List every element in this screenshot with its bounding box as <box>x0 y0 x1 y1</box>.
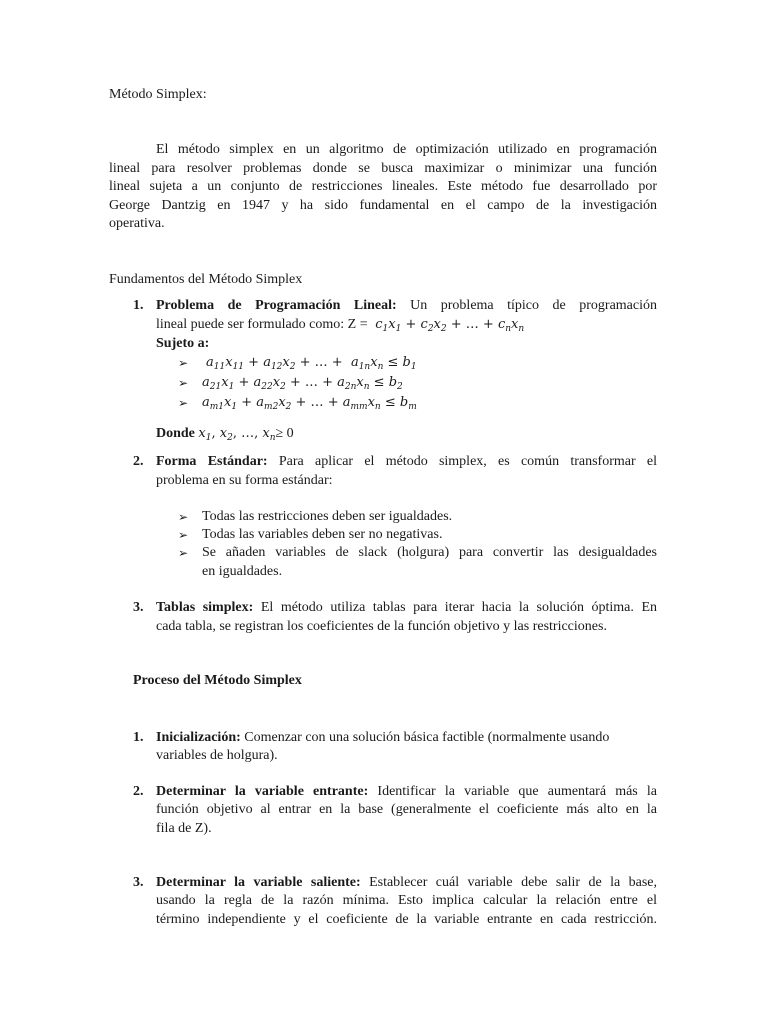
fundamentos-heading: Fundamentos del Método Simplex <box>109 272 303 287</box>
nonneg-tail: ≥ 0 <box>275 426 294 441</box>
intro-line: lineal sujeta a un conjunto de restricciones lineales. Este método fue desarrollado por <box>109 179 657 194</box>
proceso-item1-label: Inicialización: <box>156 730 241 745</box>
list-item-continuation: en igualdades. <box>202 564 283 579</box>
item3-label: Tablas simplex: <box>156 600 254 615</box>
intro-line: lineal para resolver problemas donde se busca maximizar o minimizar una función <box>109 160 657 176</box>
donde-label: Donde <box>156 426 195 441</box>
arrow-bullet-icon: ➢ <box>178 356 189 370</box>
proceso-item3-line2: usando la regla de la razón mínima. Esto implica calcular la relación entre el <box>156 893 657 908</box>
item1-text2: lineal puede ser formulado como: Z = <box>156 317 368 332</box>
arrow-bullet-icon: ➢ <box>178 396 189 410</box>
proceso-item2-text: Identificar la variable que aumentará más la <box>368 784 657 799</box>
proceso-item2-line2: función objetivo al entrar en la base (generalmente el coeficiente más alto en la <box>156 802 657 817</box>
arrow-bullet-icon: ➢ <box>178 510 189 524</box>
proceso-item1-line2: variables de holgura). <box>156 748 278 763</box>
proceso-item2-line1 <box>156 783 657 802</box>
proceso-item2-line3: fila de Z). <box>156 821 212 836</box>
intro-line: El método simplex en un algoritmo de optimización utilizado en programación <box>156 142 657 157</box>
list-number: 3. <box>133 600 144 615</box>
list-item: Se añaden variables de slack (holgura) para convertir las desigualdades <box>202 545 657 560</box>
item3-line1 <box>156 599 657 618</box>
item1-label: Problema de Programación Lineal: <box>156 298 397 313</box>
constraint-2: $a_{21}x_1 + a_{22}x_2$ + … + $a_{2n}x_n \le b_2$ <box>202 375 403 392</box>
arrow-bullet-icon: ➢ <box>178 546 189 560</box>
item2-text: Para aplicar el método simplex, es común transformar el <box>267 454 658 469</box>
sujeto-label: Sujeto a: <box>156 336 210 351</box>
proceso-item3-line3: término independiente y el coeficiente de la variable entrante en cada restricción. <box>156 912 657 927</box>
nonneg-vars: $x_1$, $x_2$, …, $x_n$ <box>198 426 276 443</box>
list-item: Todas las variables deben ser no negativas. <box>202 527 443 542</box>
item2-line2: problema en su forma estándar: <box>156 473 333 488</box>
objective-formula: $c_1x_1 + c_2x_2$ + … + $c_nx_n$ <box>371 317 525 334</box>
item3-line2: cada tabla, se registran los coeficientes de la función objetivo y las restricciones. <box>156 619 607 634</box>
item1-line2 <box>156 316 524 335</box>
proceso-item2-label: Determinar la variable entrante: <box>156 784 369 799</box>
item2-label: Forma Estándar: <box>156 454 268 469</box>
document-title: Método Simplex: <box>109 87 207 102</box>
proceso-item3-text: Establecer cuál variable debe salir de la base, <box>360 875 657 890</box>
proceso-item1-text: Comenzar con una solución básica factible (normalmente usando <box>240 730 610 745</box>
list-number: 3. <box>133 875 144 890</box>
list-number: 1. <box>133 298 144 313</box>
constraint-m: $a_{m1}x_1 + a_{m2}x_2$ + … + $a_{mm}x_n \le b_m$ <box>202 395 417 412</box>
list-item: Todas las restricciones deben ser igualdades. <box>202 509 453 524</box>
intro-line: George Dantzig en 1947 y ha sido fundamental en el campo de la investigación <box>109 197 657 213</box>
constraint-1: $a_{11}x_{11} + a_{12}x_2$ + … + $a_{1n}x_n \le b_1$ <box>206 355 417 372</box>
item1-line1 <box>156 297 657 316</box>
item1-text: Un problema típico de programación <box>396 298 657 313</box>
proceso-heading: Proceso del Método Simplex <box>133 673 302 688</box>
intro-line: operativa. <box>109 216 165 231</box>
proceso-item1-line1 <box>156 729 657 748</box>
item3-text: El método utiliza tablas para iterar hacia la solución óptima. En <box>253 600 657 615</box>
arrow-bullet-icon: ➢ <box>178 528 189 542</box>
arrow-bullet-icon: ➢ <box>178 376 189 390</box>
proceso-item3-label: Determinar la variable saliente: <box>156 875 361 890</box>
donde-line <box>156 425 294 444</box>
item2-line1 <box>156 453 657 472</box>
list-number: 1. <box>133 730 144 745</box>
list-number: 2. <box>133 454 144 469</box>
intro-paragraph <box>109 141 657 234</box>
list-number: 2. <box>133 784 144 799</box>
proceso-item3-line1 <box>156 874 657 893</box>
